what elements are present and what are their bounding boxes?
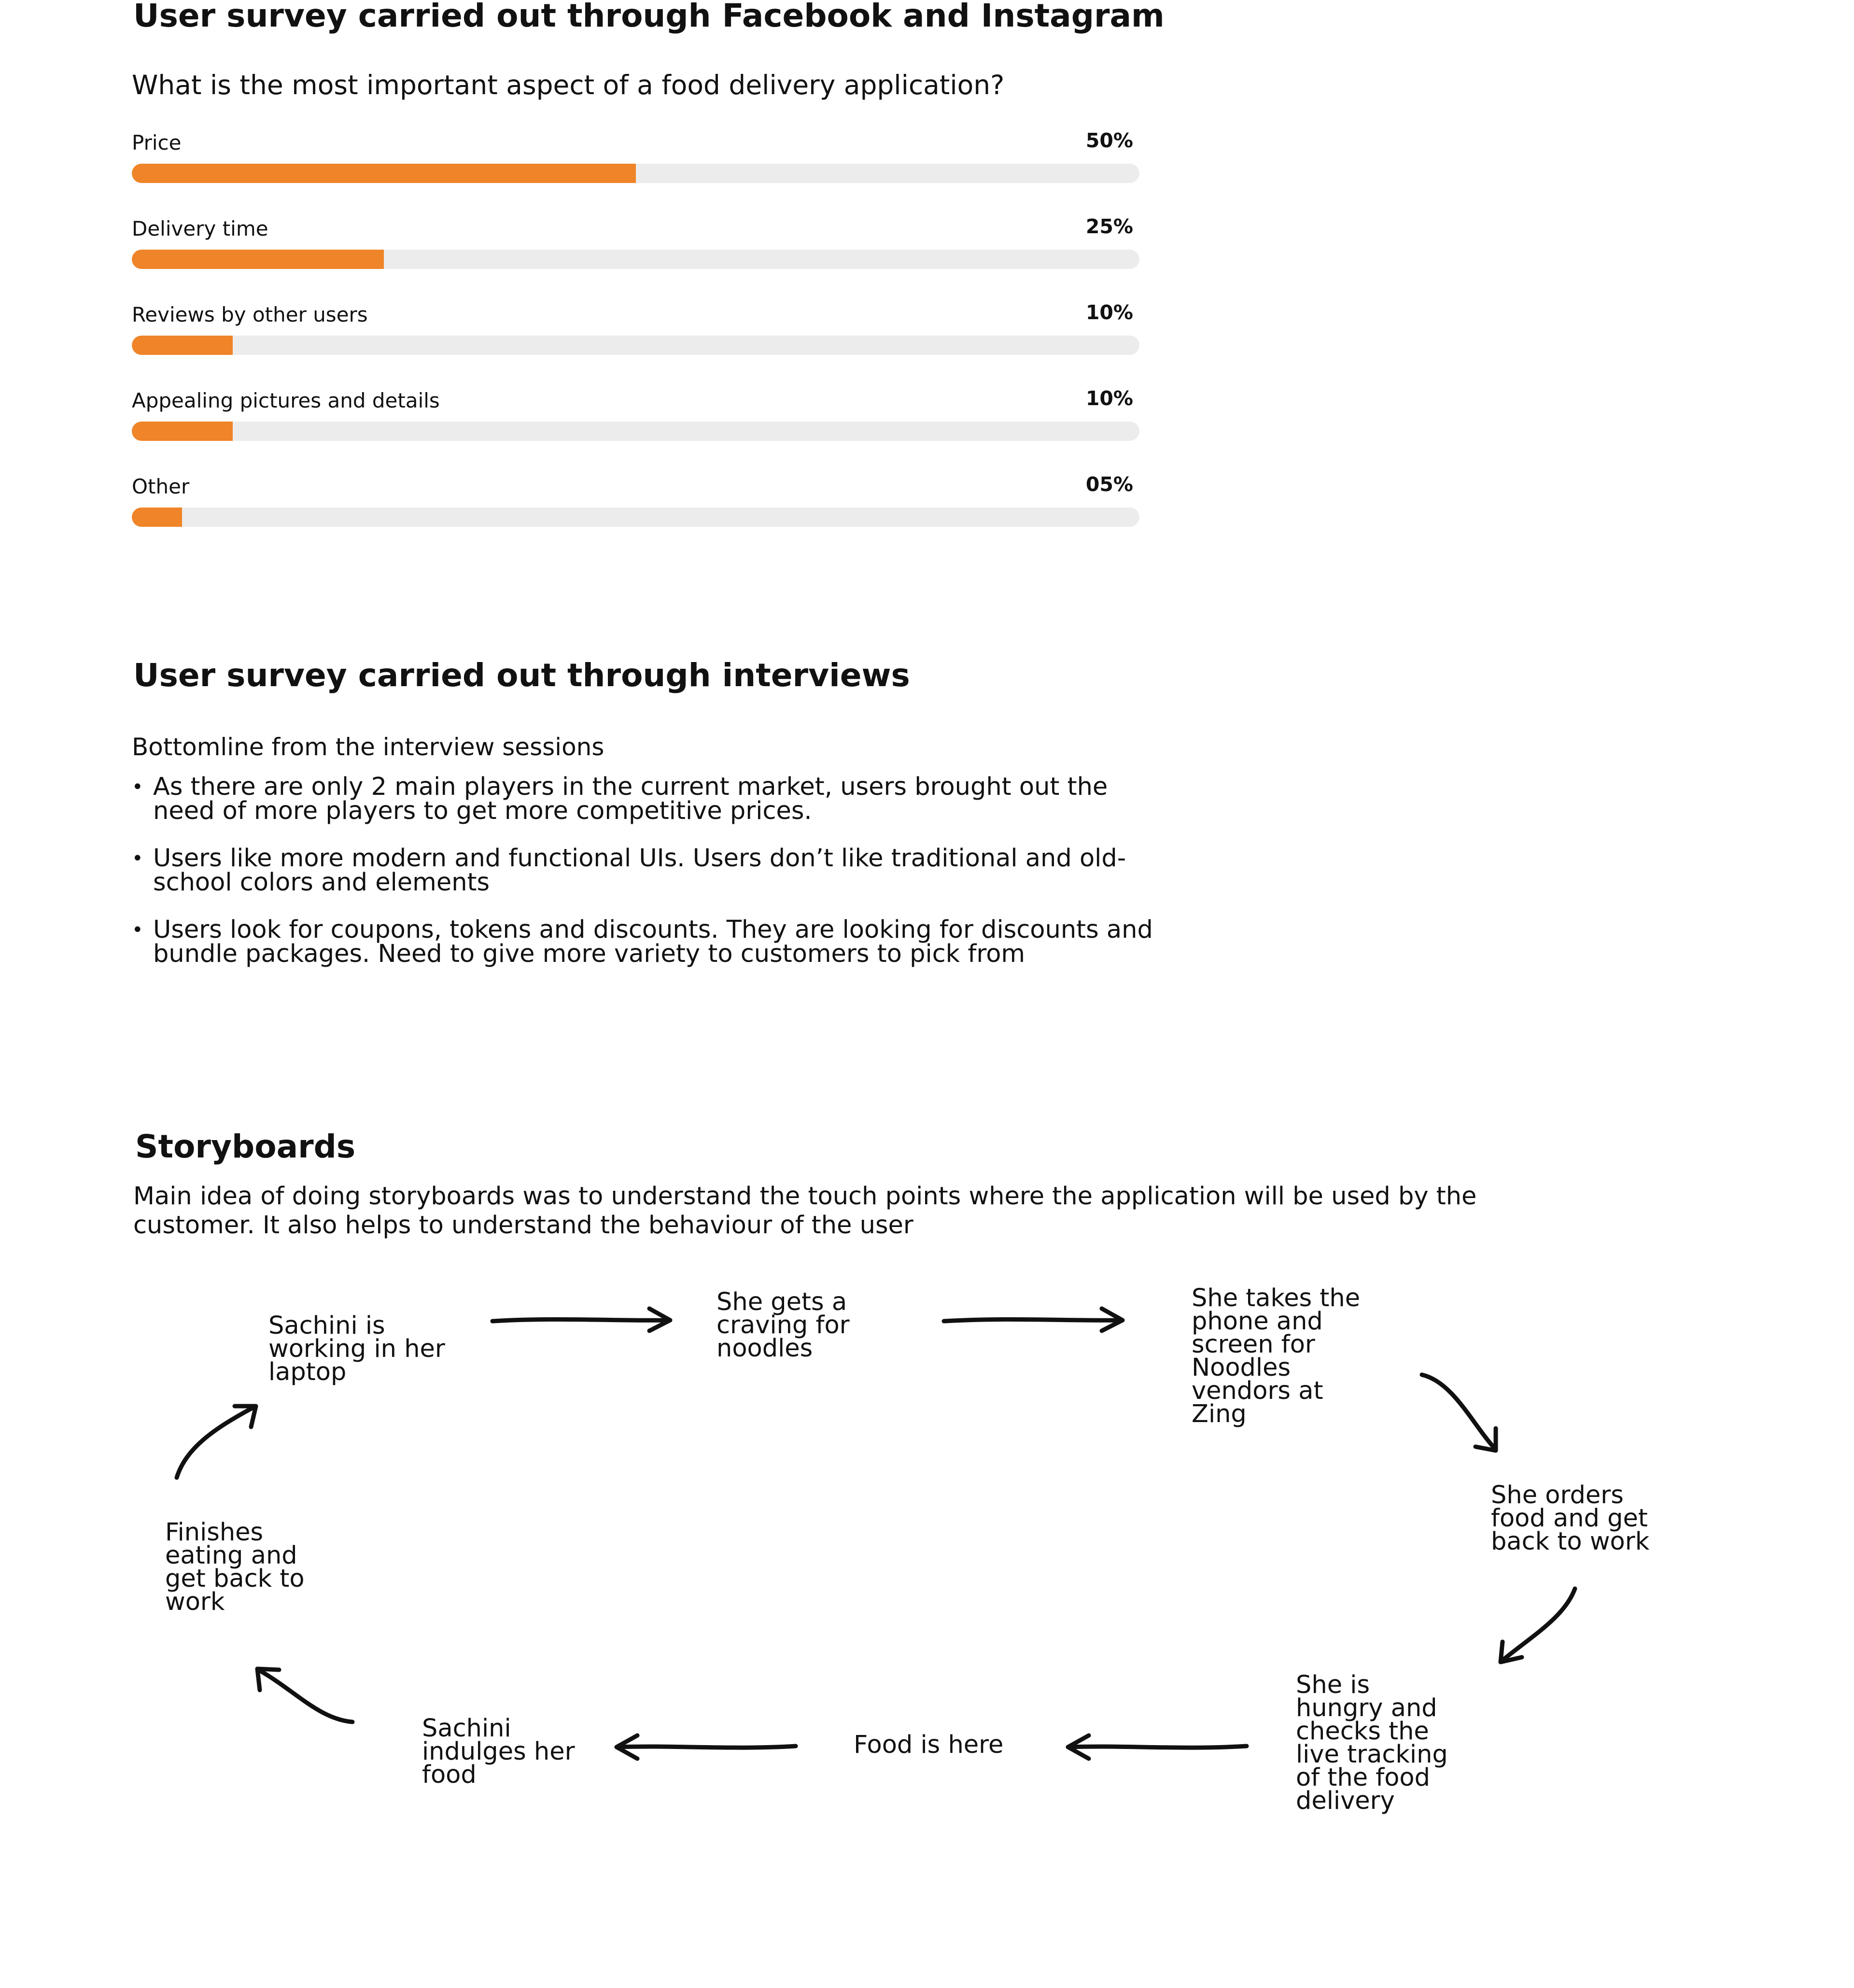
story-step-8: Finishes eating and get back to work: [165, 1518, 305, 1616]
arrow-right-icon: [944, 1309, 1123, 1331]
bar-track: [132, 336, 1139, 355]
section-title-interviews: User survey carried out through interviews: [133, 657, 910, 694]
survey-bar-row: [132, 129, 1139, 191]
bar-track: [132, 508, 1139, 527]
arrow-down-right-icon: [1422, 1375, 1496, 1451]
bar-value-label: 25%: [1085, 215, 1133, 238]
interview-bullet-list: [132, 775, 1170, 989]
bar-value-label: 50%: [1085, 129, 1133, 152]
story-step-4: She orders food and get back to work: [1491, 1481, 1650, 1556]
bar-fill: [132, 422, 233, 441]
bar-value-label: 10%: [1085, 387, 1133, 410]
arrow-down-left-icon: [1501, 1589, 1575, 1662]
bar-fill: [132, 336, 233, 355]
interview-bullet: • As there are only 2 main players in the current market, users brought out the need of more players to get more competitive prices.: [132, 775, 1170, 823]
bar-label: Other: [132, 475, 190, 498]
interview-bullet: • Users look for coupons, tokens and discounts. They are looking for discounts and bundle packages. Need to give more variety to customers to pick from: [132, 918, 1170, 966]
bar-label: Reviews by other users: [132, 303, 368, 326]
story-step-6: Food is here: [854, 1731, 1004, 1759]
bar-value-label: 05%: [1085, 473, 1133, 496]
arrow-left-icon: [617, 1735, 796, 1759]
arrow-up-right-icon: [177, 1406, 256, 1478]
section-title-social-survey: User survey carried out through Facebook and Instagram: [133, 0, 1165, 34]
bar-fill: [132, 508, 182, 527]
story-step-7: Sachini indulges her food: [422, 1714, 575, 1789]
interview-bullet: • Users like more modern and functional UIs. Users don’t like traditional and old-school colors and elements: [132, 846, 1170, 895]
arrow-right-icon: [492, 1309, 670, 1331]
survey-bar-row: [132, 387, 1139, 449]
section-title-storyboards: Storyboards: [135, 1128, 356, 1165]
survey-bar-row: [132, 301, 1139, 363]
bar-value-label: 10%: [1085, 301, 1133, 324]
arrow-left-icon: [1068, 1735, 1247, 1759]
story-step-1: Sachini is working in her laptop: [268, 1311, 445, 1386]
survey-question: What is the most important aspect of a food delivery application?: [132, 70, 1005, 100]
bar-track: [132, 250, 1139, 269]
bar-fill: [132, 164, 636, 183]
story-step-3: She takes the phone and screen for Noodles vendors at Zing: [1192, 1284, 1361, 1428]
storyboard-intro: Main idea of doing storyboards was to understand the touch points where the application will be used by the customer. It also helps to understand the behaviour of the user: [133, 1182, 1477, 1240]
arrow-up-left-icon: [257, 1669, 352, 1722]
interview-subtitle: Bottomline from the interview sessions: [132, 733, 604, 761]
survey-bar-row: [132, 215, 1139, 277]
bar-label: Appealing pictures and details: [132, 389, 440, 412]
story-step-2: She gets a craving for noodles: [716, 1288, 850, 1363]
story-step-5: She is hungry and checks the live tracking of the food delivery: [1296, 1671, 1448, 1815]
survey-bar-row: [132, 473, 1139, 535]
bar-label: Delivery time: [132, 217, 268, 240]
bar-label: Price: [132, 131, 182, 155]
bar-track: [132, 422, 1139, 441]
bar-track: [132, 164, 1139, 183]
bar-fill: [132, 250, 384, 269]
